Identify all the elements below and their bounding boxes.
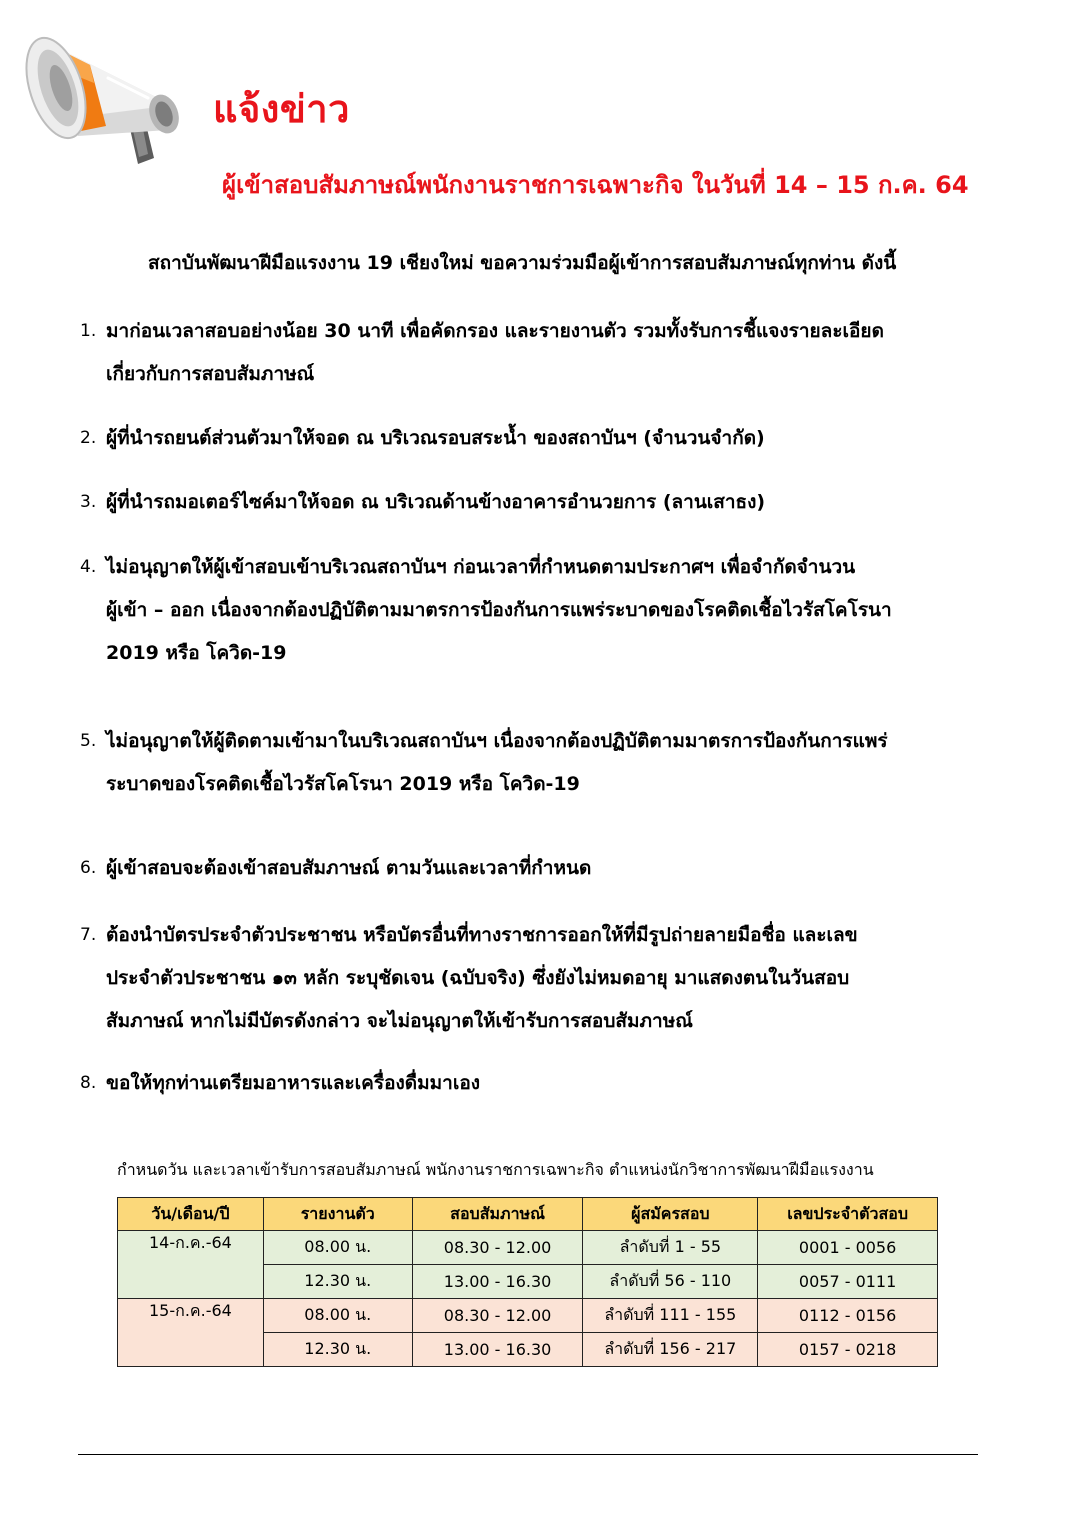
megaphone-icon bbox=[18, 8, 188, 173]
table-cell: 08.00 น. bbox=[263, 1299, 412, 1333]
table-cell: 08.00 น. bbox=[263, 1231, 412, 1265]
item-number: 4. bbox=[80, 557, 97, 577]
item-number: 5. bbox=[80, 731, 97, 751]
item-text: มาก่อนเวลาสอบอย่างน้อย 30 นาที เพื่อคัดกรอง และรายงานตัว รวมทั้งรับการชี้แจงรายละเอียด เกี่ยวกับการสอบสัมภาษณ์ bbox=[106, 320, 884, 385]
list-item bbox=[80, 546, 990, 675]
table-cell: 13.00 - 16.30 bbox=[412, 1265, 583, 1299]
schedule-caption: กำหนดวัน และเวลาเข้ารับการสอบสัมภาษณ์ พนักงานราชการเฉพาะกิจ ตำแหน่งนักวิชาการพัฒนาฝีมือแรงงาน bbox=[117, 1160, 874, 1179]
list-item bbox=[80, 1062, 990, 1105]
list-item bbox=[80, 847, 990, 890]
column-header: ผู้สมัครสอบ bbox=[583, 1198, 758, 1231]
item-number: 7. bbox=[80, 925, 97, 945]
item-text: ผู้ที่นำรถยนต์ส่วนตัวมาให้จอด ณ บริเวณรอบสระน้ำ ของสถาบันฯ (จำนวนจำกัด) bbox=[106, 427, 765, 449]
item-text: ผู้ที่นำรถมอเตอร์ไซค์มาให้จอด ณ บริเวณด้านข้างอาคารอำนวยการ (ลานเสาธง) bbox=[106, 491, 766, 513]
table-row bbox=[118, 1299, 938, 1333]
page-subtitle: ผู้เข้าสอบสัมภาษณ์พนักงานราชการเฉพาะกิจ ในวันที่ 14 – 15 ก.ค. 64 bbox=[222, 171, 969, 199]
table-cell: 0001 - 0056 bbox=[758, 1231, 938, 1265]
list-item bbox=[80, 914, 990, 1043]
table-cell: 0157 - 0218 bbox=[758, 1333, 938, 1367]
item-text: ต้องนำบัตรประจำตัวประชาชน หรือบัตรอื่นที่ทางราชการออกให้ที่มีรูปถ่ายลายมือชื่อ และเลข ประจำตัวประชาชน ๑๓ หลัก ระบุชัดเจน (ฉบับจริง) ซึ่งยังไม่หมดอายุ มาแสดงตนในวันสอบ สัมภาษณ์ หากไม่มีบัตรดังกล่าว จะไม่อนุญาตให้เข้ารับการสอบสัมภาษณ์ bbox=[106, 924, 858, 1032]
table-cell: 08.30 - 12.00 bbox=[412, 1299, 583, 1333]
column-header: วัน/เดือน/ปี bbox=[118, 1198, 264, 1231]
table-cell: ลำดับที่ 56 - 110 bbox=[583, 1265, 758, 1299]
item-number: 6. bbox=[80, 858, 97, 878]
item-text: ผู้เข้าสอบจะต้องเข้าสอบสัมภาษณ์ ตามวันและเวลาที่กำหนด bbox=[106, 857, 592, 879]
date-cell: 14-ก.ค.-64 bbox=[118, 1231, 264, 1299]
schedule-table bbox=[117, 1197, 938, 1367]
table-row bbox=[118, 1231, 938, 1265]
item-text: ไม่อนุญาตให้ผู้เข้าสอบเข้าบริเวณสถาบันฯ ก่อนเวลาที่กำหนดตามประกาศฯ เพื่อจำกัดจำนวน ผู้เข้า – ออก เนื่องจากต้องปฏิบัติตามมาตรการป้องกันการแพร่ระบาดของโรคติดเชื้อไวรัสโคโรนา 2019 หรือ โควิด-19 bbox=[106, 556, 892, 664]
page-title: แจ้งข่าว bbox=[213, 87, 350, 131]
item-number: 2. bbox=[80, 428, 97, 448]
column-header: สอบสัมภาษณ์ bbox=[412, 1198, 583, 1231]
table-cell: 0057 - 0111 bbox=[758, 1265, 938, 1299]
date-cell: 15-ก.ค.-64 bbox=[118, 1299, 264, 1367]
list-item bbox=[80, 310, 990, 396]
list-item bbox=[80, 481, 990, 524]
table-cell: ลำดับที่ 156 - 217 bbox=[583, 1333, 758, 1367]
column-header: รายงานตัว bbox=[263, 1198, 412, 1231]
footer-divider bbox=[78, 1454, 978, 1455]
table-cell: 08.30 - 12.00 bbox=[412, 1231, 583, 1265]
list-item bbox=[80, 417, 990, 460]
intro-text: สถาบันพัฒนาฝีมือแรงงาน 19 เชียงใหม่ ขอความร่วมมือผู้เข้าการสอบสัมภาษณ์ทุกท่าน ดังนี้ bbox=[148, 252, 897, 274]
item-number: 3. bbox=[80, 492, 97, 512]
item-text: ไม่อนุญาตให้ผู้ติดตามเข้ามาในบริเวณสถาบันฯ เนื่องจากต้องปฏิบัติตามมาตรการป้องกันการแพร่ ระบาดของโรคติดเชื้อไวรัสโคโรนา 2019 หรือ โควิด-19 bbox=[106, 730, 888, 795]
table-cell: 0112 - 0156 bbox=[758, 1299, 938, 1333]
table-cell: 12.30 น. bbox=[263, 1265, 412, 1299]
table-cell: ลำดับที่ 1 - 55 bbox=[583, 1231, 758, 1265]
list-item bbox=[80, 720, 990, 806]
table-cell: ลำดับที่ 111 - 155 bbox=[583, 1299, 758, 1333]
item-number: 8. bbox=[80, 1073, 97, 1093]
column-header: เลขประจำตัวสอบ bbox=[758, 1198, 938, 1231]
table-cell: 13.00 - 16.30 bbox=[412, 1333, 583, 1367]
table-cell: 12.30 น. bbox=[263, 1333, 412, 1367]
item-number: 1. bbox=[80, 321, 97, 341]
item-text: ขอให้ทุกท่านเตรียมอาหารและเครื่องดื่มมาเอง bbox=[106, 1072, 481, 1094]
table-header-row bbox=[118, 1198, 938, 1231]
